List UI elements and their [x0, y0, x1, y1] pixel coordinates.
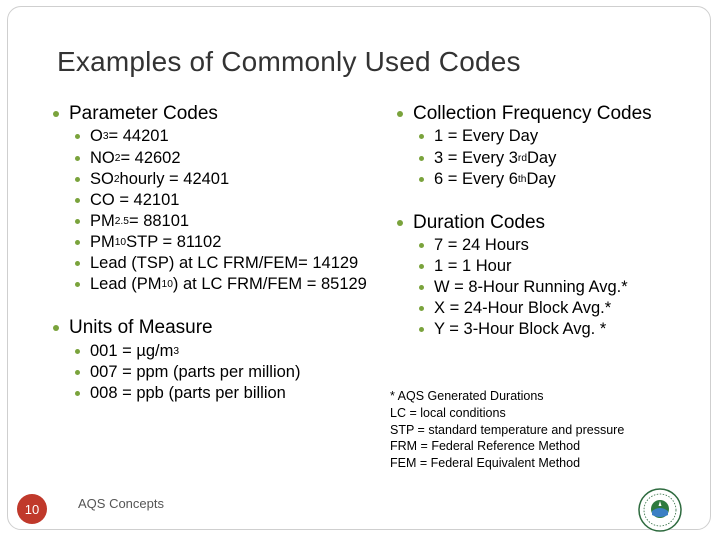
bullet-icon: [75, 349, 80, 354]
duration-y: Y = 3-Hour Block Avg. *: [419, 320, 606, 339]
bullet-icon: [75, 156, 80, 161]
unit-008: 008 = ppb (parts per billion: [75, 384, 286, 403]
units-heading: Units of Measure: [53, 317, 213, 339]
bullet-icon: [419, 285, 424, 290]
bullet-icon: [53, 111, 59, 117]
freq-1: 1 = Every Day: [419, 127, 538, 146]
duration-codes-heading: Duration Codes: [397, 212, 545, 234]
bullet-icon: [397, 111, 403, 117]
param-no2: NO 2 = 42602: [75, 149, 181, 168]
duration-7: 7 = 24 Hours: [419, 236, 529, 255]
bullet-icon: [419, 177, 424, 182]
footer-text: AQS Concepts: [78, 496, 164, 511]
collection-frequency-heading: Collection Frequency Codes: [397, 103, 652, 125]
param-pm10: PM 10 STP = 81102: [75, 233, 221, 252]
page-number-badge: [17, 494, 47, 524]
bullet-icon: [75, 261, 80, 266]
param-o3: O 3 = 44201: [75, 127, 169, 146]
bullet-icon: [75, 198, 80, 203]
bullet-icon: [419, 327, 424, 332]
page-number: 10: [24, 501, 40, 517]
duration-1: 1 = 1 Hour: [419, 257, 512, 276]
footnote-line: * AQS Generated Durations: [390, 389, 544, 403]
bullet-icon: [397, 220, 403, 226]
bullet-icon: [75, 177, 80, 182]
slide-title: Examples of Commonly Used Codes: [57, 46, 521, 77]
footnote-line: STP = standard temperature and pressure: [390, 422, 625, 437]
footnotes: [390, 388, 624, 472]
bullet-icon: [75, 240, 80, 245]
duration-w: W = 8-Hour Running Avg.*: [419, 278, 628, 297]
param-lead-tsp: Lead (TSP) at LC FRM/FEM= 14129: [75, 254, 358, 273]
bullet-icon: [75, 391, 80, 396]
bullet-icon: [75, 134, 80, 139]
param-pm25: PM 2.5 = 88101: [75, 212, 189, 231]
param-so2: SO 2 hourly = 42401: [75, 170, 229, 189]
bullet-icon: [53, 325, 59, 331]
bullet-icon: [419, 264, 424, 269]
footnote-line: FRM = Federal Reference Method: [390, 439, 581, 454]
bullet-icon: [419, 306, 424, 311]
bullet-icon: [419, 134, 424, 139]
duration-x: X = 24-Hour Block Avg.*: [419, 299, 611, 318]
epa-seal-icon: [638, 488, 682, 532]
footnote-line: FEM = Federal Equivalent Method: [390, 456, 581, 471]
parameter-codes-heading: Parameter Codes: [53, 103, 218, 125]
freq-3: 3 = Every 3 rd Day: [419, 149, 556, 168]
footnote-line: LC = local conditions: [390, 405, 506, 420]
param-lead-pm10: Lead (PM 10 ) at LC FRM/FEM = 85129: [75, 275, 367, 294]
freq-6: 6 = Every 6 th Day: [419, 170, 556, 189]
unit-001: 001 = µg/m 3: [75, 342, 179, 361]
bullet-icon: [75, 282, 80, 287]
param-co: CO = 42101: [75, 191, 179, 210]
bullet-icon: [75, 370, 80, 375]
unit-007: 007 = ppm (parts per million): [75, 363, 300, 382]
bullet-icon: [419, 156, 424, 161]
bullet-icon: [75, 219, 80, 224]
bullet-icon: [419, 243, 424, 248]
